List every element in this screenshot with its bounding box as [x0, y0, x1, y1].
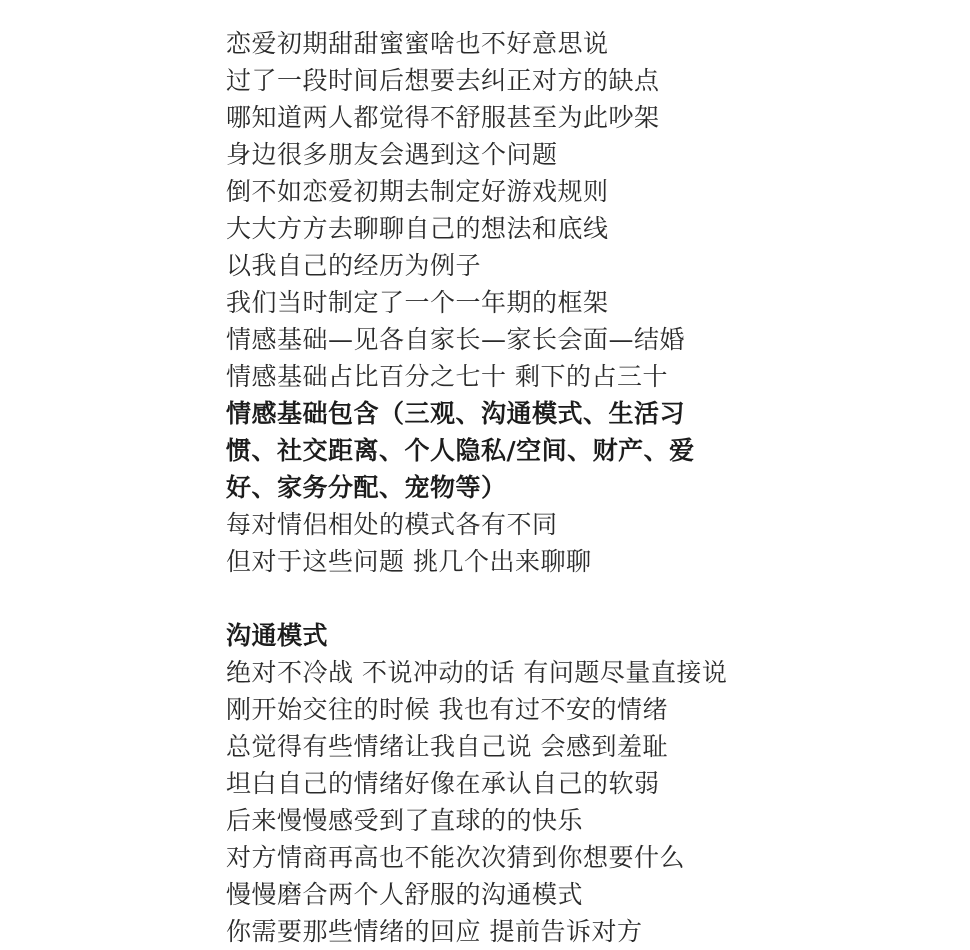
text-line: 恋爱初期甜甜蜜蜜啥也不好意思说 — [226, 29, 609, 58]
text-line: 刚开始交往的时候 我也有过不安的情绪 — [226, 695, 668, 724]
text-line: 坦白自己的情绪好像在承认自己的软弱 — [226, 769, 660, 798]
text-line: 对方情商再高也不能次次猜到你想要什么 — [226, 843, 686, 872]
text-line: 身边很多朋友会遇到这个问题 — [226, 140, 558, 169]
section-heading: 沟通模式 — [226, 621, 329, 650]
bold-text-line: 惯、社交距离、个人隐私/空间、财产、爱 — [226, 436, 695, 465]
text-line: 情感基础—见各自家长—家长会面—结婚 — [226, 325, 686, 354]
text-line: 大大方方去聊聊自己的想法和底线 — [226, 214, 609, 243]
text-line: 总觉得有些情绪让我自己说 会感到羞耻 — [226, 732, 668, 761]
text-line: 倒不如恋爱初期去制定好游戏规则 — [226, 177, 609, 206]
paragraph-spacer — [226, 580, 926, 617]
text-line: 慢慢磨合两个人舒服的沟通模式 — [226, 880, 584, 909]
text-line: 后来慢慢感受到了直球的的快乐 — [226, 806, 584, 835]
document-body — [226, 25, 926, 950]
text-line: 以我自己的经历为例子 — [226, 251, 482, 280]
text-line: 每对情侣相处的模式各有不同 — [226, 510, 558, 539]
text-line: 你需要那些情绪的回应 提前告诉对方 — [226, 917, 643, 946]
bold-text-line: 好、家务分配、宠物等） — [226, 473, 507, 502]
text-line: 过了一段时间后想要去纠正对方的缺点 — [226, 66, 660, 95]
text-line: 我们当时制定了一个一年期的框架 — [226, 288, 609, 317]
text-line: 但对于这些问题 挑几个出来聊聊 — [226, 547, 592, 576]
text-line: 哪知道两人都觉得不舒服甚至为此吵架 — [226, 103, 660, 132]
bold-text-line: 情感基础包含（三观、沟通模式、生活习 — [226, 399, 686, 428]
text-line: 绝对不冷战 不说冲动的话 有问题尽量直接说 — [226, 658, 728, 687]
text-line: 情感基础占比百分之七十 剩下的占三十 — [226, 362, 668, 391]
